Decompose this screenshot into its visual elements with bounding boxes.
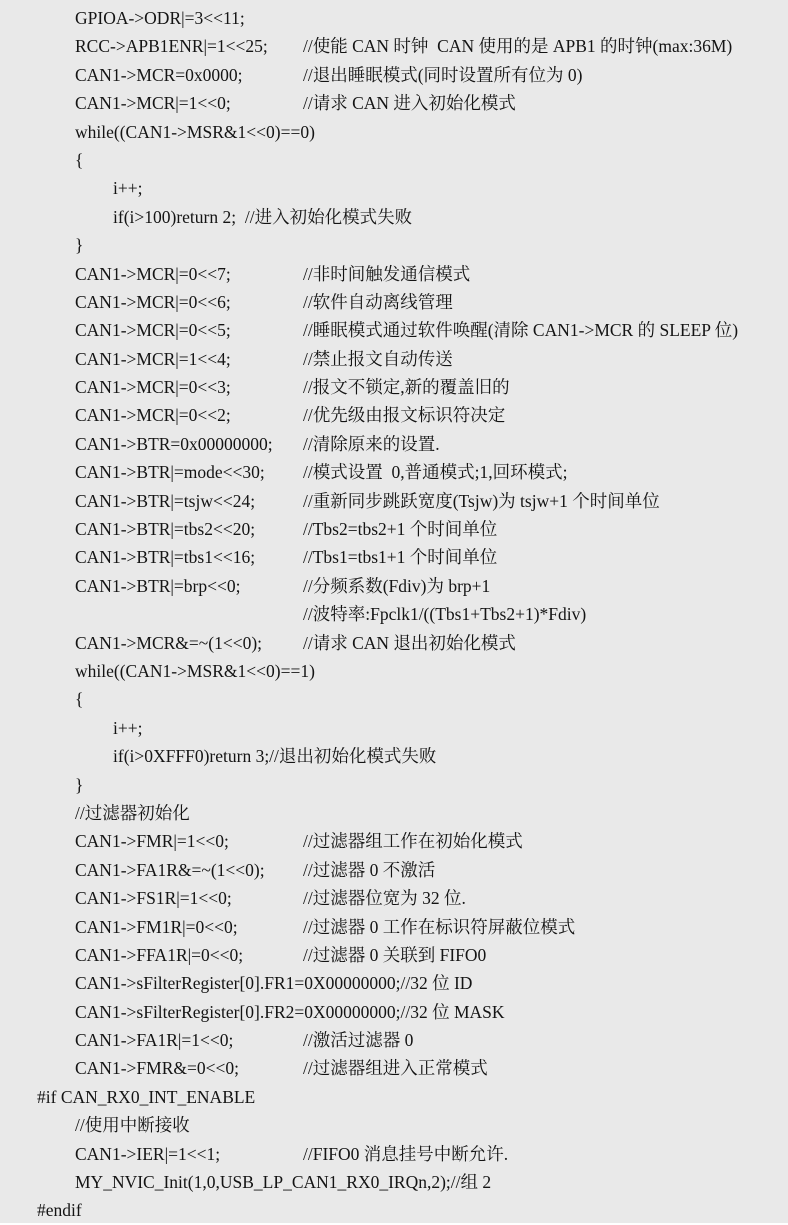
code-comment: //清除原来的设置. xyxy=(303,433,440,454)
code-line xyxy=(0,1054,788,1082)
code-text: CAN1->BTR|=brp<<0; xyxy=(75,575,241,596)
code-text: CAN1->FFA1R|=0<<0; xyxy=(75,944,244,965)
code-comment: //软件自动离线管理 xyxy=(303,291,453,312)
code-text: CAN1->MCR&=~(1<<0); xyxy=(75,632,263,653)
code-text: } xyxy=(75,235,84,256)
code-text: CAN1->FMR&=0<<0; xyxy=(75,1058,239,1079)
code-comment: //禁止报文自动传送 xyxy=(303,348,453,369)
code-line xyxy=(0,771,788,799)
code-comment: //请求 CAN 进入初始化模式 xyxy=(303,93,516,114)
code-line xyxy=(0,458,788,486)
code-comment: //过滤器位宽为 32 位. xyxy=(303,888,466,909)
code-line xyxy=(0,430,788,458)
code-text: CAN1->FM1R|=0<<0; xyxy=(75,916,238,937)
code-text: while((CAN1->MSR&1<<0)==0) xyxy=(75,121,315,142)
code-line xyxy=(0,856,788,884)
code-comment: //过滤器 0 关联到 FIFO0 xyxy=(303,944,487,965)
code-text: CAN1->MCR|=0<<2; xyxy=(75,405,231,426)
code-text: CAN1->BTR|=mode<<30; xyxy=(75,462,265,483)
code-line xyxy=(0,572,788,600)
code-line xyxy=(0,799,788,827)
code-comment: //波特率:Fpclk1/((Tbs1+Tbs2+1)*Fdiv) xyxy=(303,604,587,625)
code-line xyxy=(0,32,788,60)
code-text: MY_NVIC_Init(1,0,USB_LP_CAN1_RX0_IRQn,2);//组 2 xyxy=(75,1172,492,1193)
code-text: CAN1->MCR|=0<<7; xyxy=(75,263,231,284)
code-comment: //分频系数(Fdiv)为 brp+1 xyxy=(303,575,491,596)
code-text: i++; xyxy=(113,717,143,738)
code-comment: //过滤器 0 不激活 xyxy=(303,859,436,880)
code-text: CAN1->BTR=0x00000000; xyxy=(75,433,273,454)
code-text: CAN1->FA1R&=~(1<<0); xyxy=(75,859,265,880)
code-line xyxy=(0,685,788,713)
code-comment: //过滤器 0 工作在标识符屏蔽位模式 xyxy=(303,916,576,937)
code-text: CAN1->MCR|=0<<5; xyxy=(75,320,231,341)
code-text: i++; xyxy=(113,178,143,199)
code-line xyxy=(0,941,788,969)
code-text: CAN1->FS1R|=1<<0; xyxy=(75,888,232,909)
code-comment: //优先级由报文标识符决定 xyxy=(303,405,506,426)
code-line xyxy=(0,1111,788,1139)
code-line xyxy=(0,913,788,941)
code-text: CAN1->BTR|=tsjw<<24; xyxy=(75,490,256,511)
code-line xyxy=(0,1168,788,1196)
code-line xyxy=(0,742,788,770)
code-line xyxy=(0,714,788,742)
code-line xyxy=(0,316,788,344)
code-text: { xyxy=(75,689,84,710)
code-line xyxy=(0,600,788,628)
code-comment: //非时间触发通信模式 xyxy=(303,263,471,284)
code-line xyxy=(0,288,788,316)
code-line xyxy=(0,231,788,259)
code-comment: //睡眠模式通过软件唤醒(清除 CAN1->MCR 的 SLEEP 位) xyxy=(303,320,739,341)
code-line xyxy=(0,657,788,685)
code-line xyxy=(0,969,788,997)
code-text: } xyxy=(75,774,84,795)
code-line xyxy=(0,146,788,174)
code-line xyxy=(0,373,788,401)
code-text: CAN1->MCR|=0<<6; xyxy=(75,291,231,312)
code-text: #endif xyxy=(37,1200,82,1221)
code-text: CAN1->BTR|=tbs2<<20; xyxy=(75,519,256,540)
code-text: #if CAN_RX0_INT_ENABLE xyxy=(37,1086,256,1107)
code-text: CAN1->FA1R|=1<<0; xyxy=(75,1030,234,1051)
code-comment: //Tbs1=tbs1+1 个时间单位 xyxy=(303,547,498,568)
code-line xyxy=(0,260,788,288)
code-line xyxy=(0,61,788,89)
code-text: CAN1->FMR|=1<<0; xyxy=(75,831,229,852)
code-line xyxy=(0,4,788,32)
code-comment: //请求 CAN 退出初始化模式 xyxy=(303,632,516,653)
code-comment: //FIFO0 消息挂号中断允许. xyxy=(303,1143,509,1164)
code-text: CAN1->BTR|=tbs1<<16; xyxy=(75,547,256,568)
code-text: //使用中断接收 xyxy=(75,1115,190,1136)
code-line xyxy=(0,1083,788,1111)
code-line xyxy=(0,487,788,515)
code-comment: //模式设置 0,普通模式;1,回环模式; xyxy=(303,462,568,483)
code-line xyxy=(0,118,788,146)
code-comment: //报文不锁定,新的覆盖旧的 xyxy=(303,377,510,398)
code-line xyxy=(0,1140,788,1168)
code-text: CAN1->MCR|=1<<0; xyxy=(75,93,231,114)
code-comment: //退出睡眠模式(同时设置所有位为 0) xyxy=(303,64,583,85)
code-comment: //Tbs2=tbs2+1 个时间单位 xyxy=(303,519,498,540)
code-text: CAN1->sFilterRegister[0].FR2=0X00000000;//32 位 MASK xyxy=(75,1001,505,1022)
code-line xyxy=(0,543,788,571)
code-line xyxy=(0,89,788,117)
code-line xyxy=(0,998,788,1026)
code-text: CAN1->IER|=1<<1; xyxy=(75,1143,221,1164)
code-line xyxy=(0,884,788,912)
code-text: while((CAN1->MSR&1<<0)==1) xyxy=(75,660,315,681)
code-line xyxy=(0,827,788,855)
code-text: //过滤器初始化 xyxy=(75,802,190,823)
code-comment: //过滤器组进入正常模式 xyxy=(303,1058,488,1079)
code-comment: //过滤器组工作在初始化模式 xyxy=(303,831,523,852)
code-line xyxy=(0,401,788,429)
code-text: CAN1->MCR|=0<<3; xyxy=(75,377,231,398)
code-line xyxy=(0,1026,788,1054)
code-text: { xyxy=(75,149,84,170)
code-line xyxy=(0,629,788,657)
code-comment: //重新同步跳跃宽度(Tsjw)为 tsjw+1 个时间单位 xyxy=(303,490,660,511)
code-line xyxy=(0,174,788,202)
code-text: CAN1->sFilterRegister[0].FR1=0X00000000;//32 位 ID xyxy=(75,973,473,994)
code-text: RCC->APB1ENR|=1<<25; xyxy=(75,36,268,57)
code-line xyxy=(0,1196,788,1224)
code-text: CAN1->MCR|=1<<4; xyxy=(75,348,231,369)
code-line xyxy=(0,345,788,373)
code-text: if(i>100)return 2; //进入初始化模式失败 xyxy=(113,206,413,227)
code-comment: //使能 CAN 时钟 CAN 使用的是 APB1 的时钟(max:36M) xyxy=(303,36,733,57)
code-text: if(i>0XFFF0)return 3;//退出初始化模式失败 xyxy=(113,746,437,767)
code-comment: //激活过滤器 0 xyxy=(303,1030,414,1051)
code-text: GPIOA->ODR|=3<<11; xyxy=(75,8,245,28)
code-line xyxy=(0,203,788,231)
code-text: CAN1->MCR=0x0000; xyxy=(75,64,243,85)
code-line xyxy=(0,515,788,543)
